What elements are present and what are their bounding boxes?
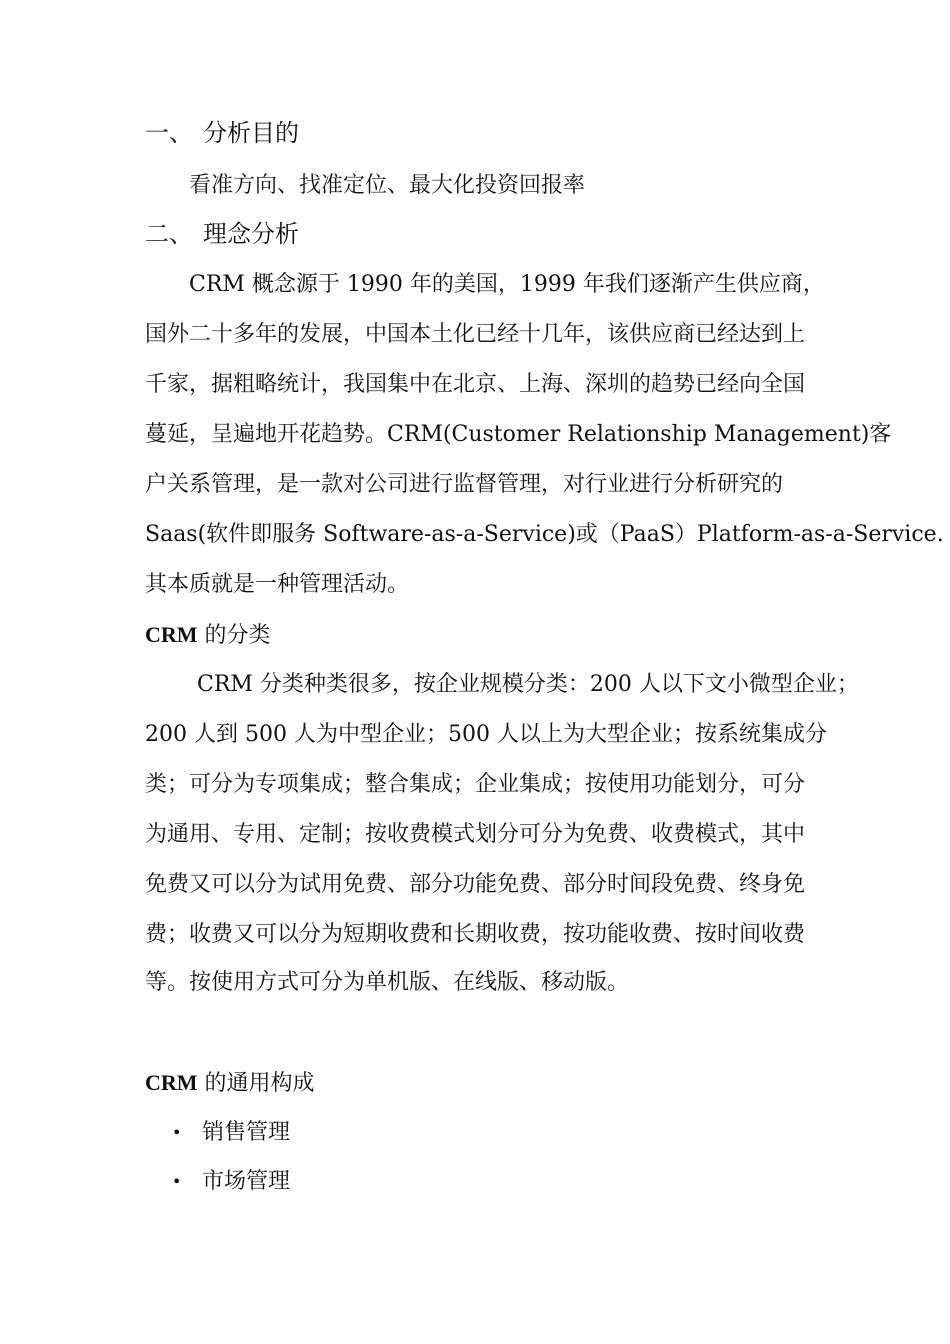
section-title: 分析目的 bbox=[203, 119, 299, 147]
subheading-classification bbox=[145, 620, 271, 651]
section-number: 二、 bbox=[145, 220, 193, 248]
bullet-icon: • bbox=[172, 1172, 182, 1191]
subheading-en: CRM bbox=[145, 1070, 198, 1095]
section-heading-2 bbox=[145, 218, 299, 250]
paragraph-line: 为通用、专用、定制；按收费模式划分可分为免费、收费模式，其中 bbox=[145, 822, 806, 847]
subheading-zh: 的分类 bbox=[197, 623, 271, 648]
subheading-en: CRM bbox=[145, 622, 198, 647]
list-item bbox=[172, 1167, 290, 1197]
paragraph-line: 200 人到 500 人为中型企业；500 人以上为大型企业；按系统集成分 bbox=[145, 722, 827, 747]
paragraph-line: 类；可分为专项集成；整合集成；企业集成；按使用功能划分，可分 bbox=[145, 772, 806, 797]
subheading-composition bbox=[145, 1068, 315, 1099]
paragraph-line: 免费又可以分为试用免费、部分功能免费、部分时间段免费、终身免 bbox=[145, 872, 806, 897]
bullet-icon: • bbox=[172, 1123, 182, 1142]
subheading-zh: 的通用构成 bbox=[197, 1071, 315, 1096]
paragraph-line: 费；收费又可以分为短期收费和长期收费，按功能收费、按时间收费 bbox=[145, 922, 806, 947]
paragraph-line: 等。按使用方式可分为单机版、在线版、移动版。 bbox=[145, 970, 630, 995]
list-item-label: 销售管理 bbox=[202, 1120, 291, 1145]
list-item-label: 市场管理 bbox=[202, 1169, 291, 1194]
list-item bbox=[172, 1118, 290, 1148]
paragraph-line: CRM 概念源于 1990 年的美国，1999 年我们逐渐产生供应商， bbox=[189, 272, 825, 297]
paragraph-line: 千家，据粗略统计，我国集中在北京、上海、深圳的趋势已经向全国 bbox=[145, 372, 806, 397]
section-title: 理念分析 bbox=[203, 220, 299, 248]
paragraph-line: 其本质就是一种管理活动。 bbox=[145, 572, 410, 597]
section-number: 一、 bbox=[145, 119, 193, 147]
paragraph-line: CRM 分类种类很多，按企业规模分类：200 人以下文小微型企业； bbox=[197, 672, 859, 697]
paragraph-line: Saas(软件即服务 Software-as-a-Service)或（PaaS）Platform-as-a-Service. bbox=[145, 522, 944, 547]
paragraph-line: 国外二十多年的发展，中国本土化已经十几年，该供应商已经达到上 bbox=[145, 322, 806, 347]
paragraph-line: 户关系管理，是一款对公司进行监督管理，对行业进行分析研究的 bbox=[145, 472, 784, 497]
paragraph-line: 蔓延，呈遍地开花趋势。CRM(Customer Relationship Management)客 bbox=[145, 422, 892, 447]
section-1-body: 看准方向、找准定位、最大化投资回报率 bbox=[189, 173, 586, 198]
section-heading-1 bbox=[145, 117, 299, 149]
